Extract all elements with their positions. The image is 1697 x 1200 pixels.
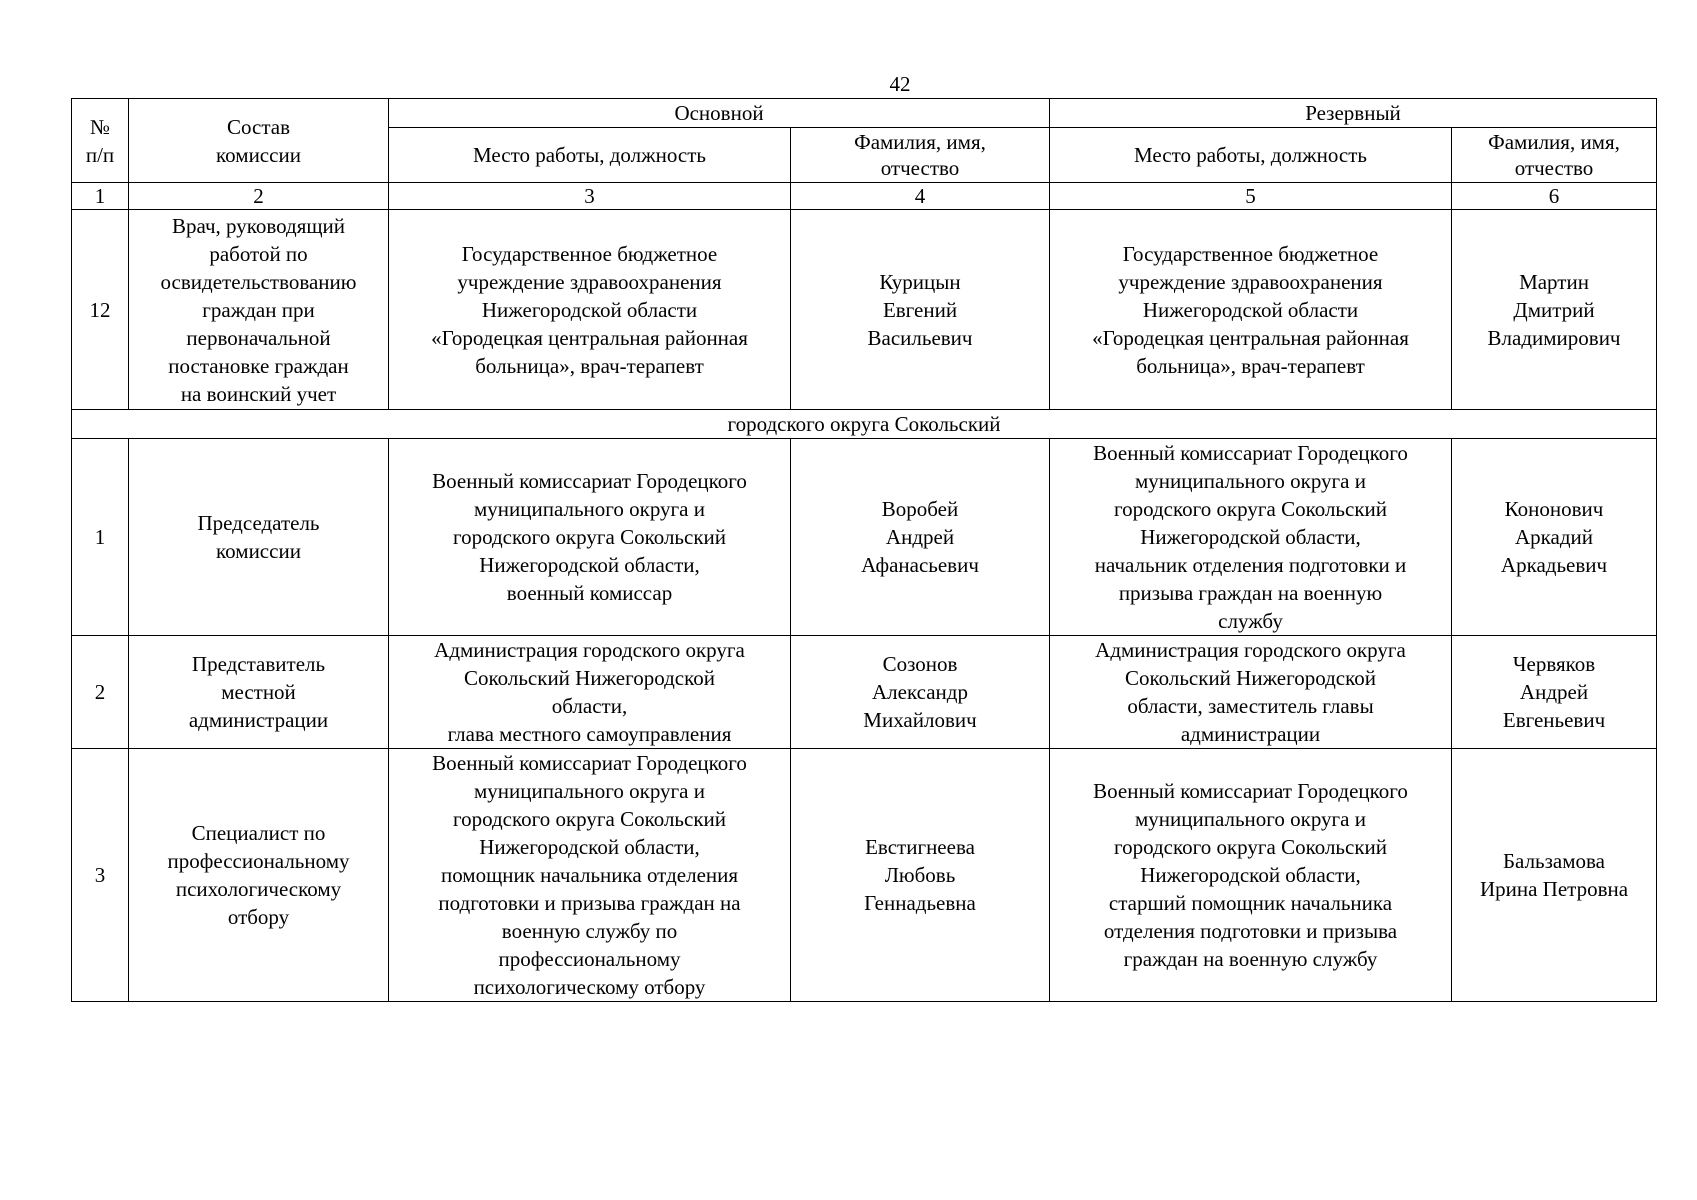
- commission-table: [71, 98, 1657, 1002]
- header-main: Основной: [389, 99, 1050, 128]
- table-row: [72, 636, 1657, 749]
- row-main-workplace: Военный комиссариат Городецкого муниципального округа и городского округа Сокольский Нижегородской области, помощник начальника отделения подготовки и призыва граждан на военную службу по профессиональному психологическому отбору: [389, 749, 791, 1002]
- row-reserve-workplace: Военный комиссариат Городецкого муниципального округа и городского округа Сокольский Нижегородской области, старший помощник начальника отделения подготовки и призыва граждан на военную службу: [1050, 749, 1452, 1002]
- row-reserve-fio: Бальзамова Ирина Петровна: [1452, 749, 1657, 1002]
- header-composition: Состав комиссии: [129, 99, 389, 183]
- row-composition: Председатель комиссии: [129, 439, 389, 636]
- header-fio-main: Фамилия, имя, отчество: [791, 128, 1050, 183]
- row-reserve-fio: Кононович Аркадий Аркадьевич: [1452, 439, 1657, 636]
- row-reserve-workplace: Государственное бюджетное учреждение здравоохранения Нижегородской области «Городецкая центральная районная больница», врач-терапевт: [1050, 210, 1452, 410]
- row-num: 3: [72, 749, 129, 1002]
- header-num: № п/п: [72, 99, 129, 183]
- row-main-fio: Курицын Евгений Васильевич: [791, 210, 1050, 410]
- table-row: [72, 210, 1657, 410]
- header-fio-reserve: Фамилия, имя, отчество: [1452, 128, 1657, 183]
- row-main-workplace: Администрация городского округа Сокольский Нижегородской области, глава местного самоуправления: [389, 636, 791, 749]
- section-title: городского округа Сокольский: [72, 410, 1657, 439]
- column-number: 1: [72, 183, 129, 210]
- row-main-fio: Созонов Александр Михайлович: [791, 636, 1050, 749]
- row-num: 1: [72, 439, 129, 636]
- page-number: 42: [889, 72, 911, 96]
- row-main-fio: Воробей Андрей Афанасьевич: [791, 439, 1050, 636]
- column-number: 2: [129, 183, 389, 210]
- header-reserve: Резервный: [1050, 99, 1657, 128]
- row-main-fio: Евстигнеева Любовь Геннадьевна: [791, 749, 1050, 1002]
- column-number: 4: [791, 183, 1050, 210]
- table-row: [72, 439, 1657, 636]
- table-row: [72, 749, 1657, 1002]
- table-header-row: [72, 99, 1657, 128]
- row-composition: Специалист по профессиональному психологическому отбору: [129, 749, 389, 1002]
- column-number: 6: [1452, 183, 1657, 210]
- row-num: 12: [72, 210, 129, 410]
- row-reserve-workplace: Администрация городского округа Сокольский Нижегородской области, заместитель главы администрации: [1050, 636, 1452, 749]
- column-number: 3: [389, 183, 791, 210]
- row-reserve-fio: Мартин Дмитрий Владимирович: [1452, 210, 1657, 410]
- column-numbers-row: [72, 183, 1657, 210]
- row-main-workplace: Военный комиссариат Городецкого муниципального округа и городского округа Сокольский Нижегородской области, военный комиссар: [389, 439, 791, 636]
- header-workplace-reserve: Место работы, должность: [1050, 128, 1452, 183]
- column-number: 5: [1050, 183, 1452, 210]
- row-num: 2: [72, 636, 129, 749]
- row-reserve-workplace: Военный комиссариат Городецкого муниципального округа и городского округа Сокольский Нижегородской области, начальник отделения подготовки и призыва граждан на военную службу: [1050, 439, 1452, 636]
- row-main-workplace: Государственное бюджетное учреждение здравоохранения Нижегородской области «Городецкая центральная районная больница», врач-терапевт: [389, 210, 791, 410]
- row-composition: Представитель местной администрации: [129, 636, 389, 749]
- section-row: [72, 410, 1657, 439]
- header-workplace-main: Место работы, должность: [389, 128, 791, 183]
- row-reserve-fio: Червяков Андрей Евгеньевич: [1452, 636, 1657, 749]
- row-composition: Врач, руководящий работой по освидетельствованию граждан при первоначальной постановке граждан на воинский учет: [129, 210, 389, 410]
